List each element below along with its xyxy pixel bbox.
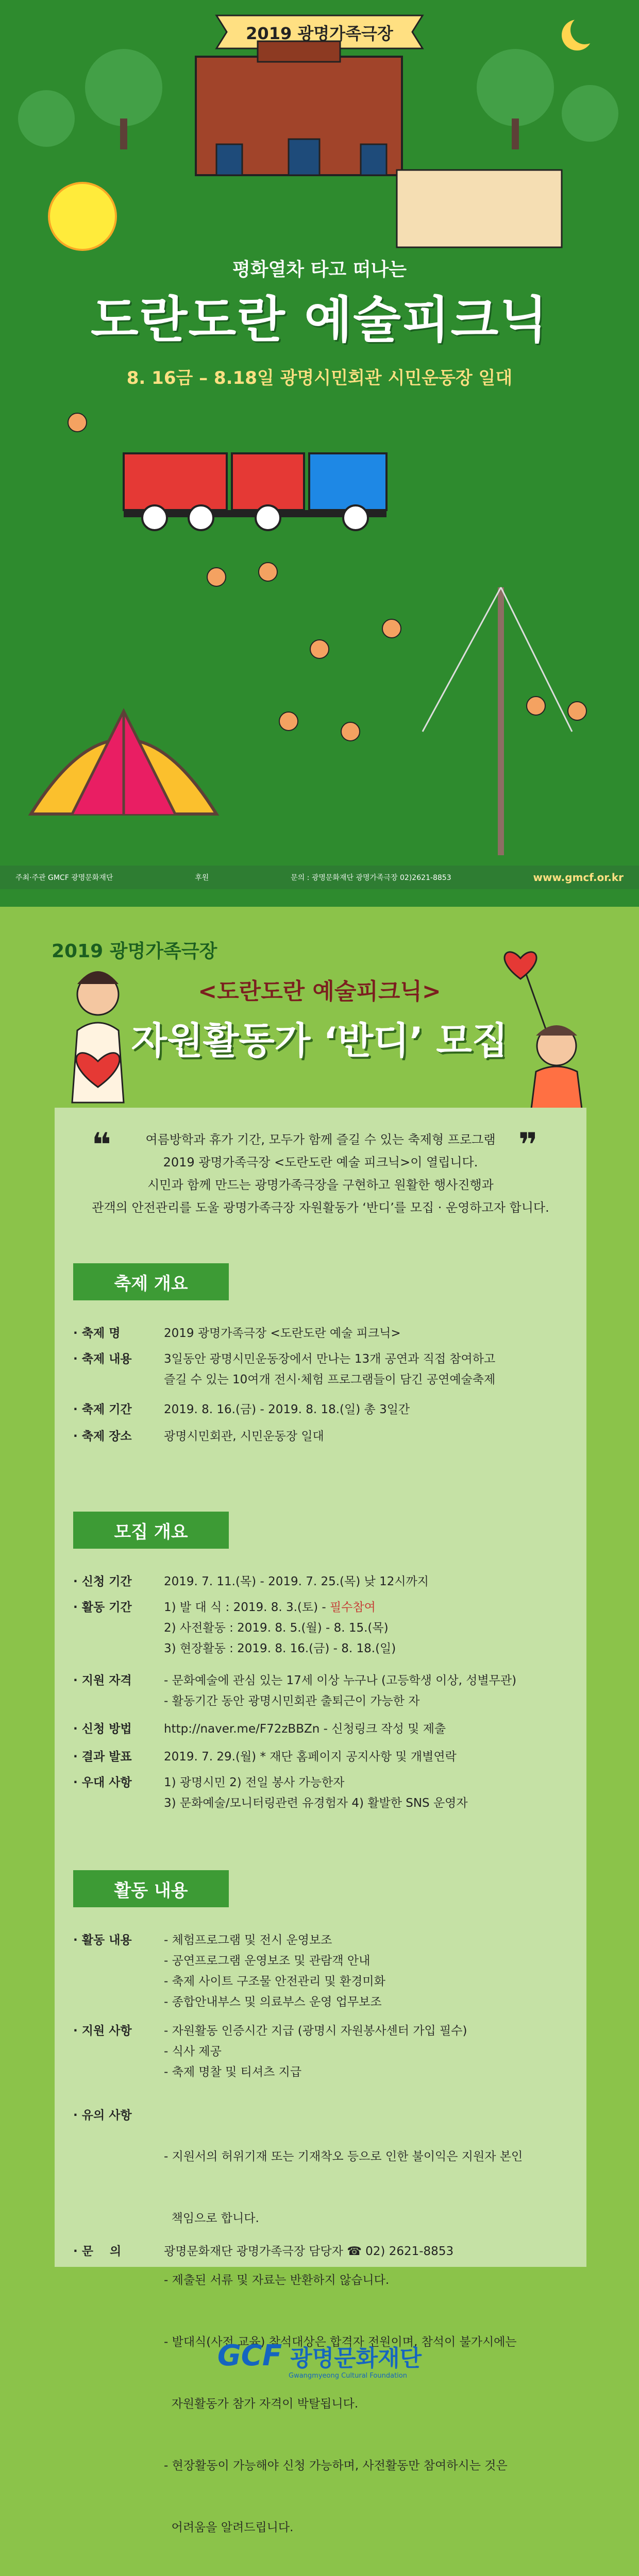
overview-row xyxy=(73,1399,568,1420)
row-key: · 축제 장소 xyxy=(73,1426,164,1447)
recruitment-row xyxy=(73,1747,568,1767)
row-value xyxy=(164,1670,568,1711)
row-value-line: - 종합안내부스 및 의료부스 운영 업무보조 xyxy=(164,1995,382,2009)
row-key: · 지원 사항 xyxy=(73,2021,164,2082)
poster-illustration xyxy=(0,0,639,907)
poster-organizer: 주최·주관 GMCF 광명문화재단 xyxy=(15,874,113,882)
activity-row xyxy=(73,2241,568,2262)
recruitment-row xyxy=(73,1719,568,1739)
row-key: · 유의 사항 xyxy=(73,2105,164,2576)
overview-row xyxy=(73,1323,568,1344)
application-link[interactable]: http://naver.me/F72zBBZn - 신청링크 작성 및 제출 xyxy=(164,1722,446,1736)
recruit-title: 자원활동가 ‘반디’ 모집 xyxy=(131,1019,508,1062)
row-value-line: 2) 사전활동 : 2019. 8. 5.(월) - 8. 15.(목) xyxy=(164,1621,389,1635)
row-value-line: - 문화예술에 관심 있는 17세 이상 누구나 (고등학생 이상, 성별무관) xyxy=(164,1674,517,1687)
climbing-pole xyxy=(498,587,504,855)
row-value: 2019 광명가족극장 <도란도란 예술 피크닉> xyxy=(164,1327,401,1340)
row-key: · 결과 발표 xyxy=(73,1747,164,1767)
balloon-illustration xyxy=(49,183,116,250)
row-value-line xyxy=(164,1597,568,1618)
row-value xyxy=(164,1597,568,1659)
row-value: 2019. 7. 11.(목) - 2019. 7. 25.(목) 낮 12시까지 xyxy=(164,1575,429,1588)
close-quote-icon: ❞ xyxy=(518,1126,538,1164)
row-key: · 축제 기간 xyxy=(73,1399,164,1420)
overview-row xyxy=(73,1426,568,1447)
activity-row xyxy=(73,1930,568,2012)
row-value xyxy=(164,1772,568,1814)
poster-subtitle: 평화열차 타고 떠나는 xyxy=(232,259,407,280)
poster-footer xyxy=(0,866,639,889)
row-value: 2019. 7. 29.(월) * 재단 홈페이지 공지사항 및 개별연락 xyxy=(164,1750,457,1764)
recruitment-heading: 모집 개요 xyxy=(73,1512,229,1549)
row-value-line: 책임으로 합니다. xyxy=(164,2212,259,2225)
row-key: · 우대 사항 xyxy=(73,1772,164,1814)
open-quote-icon: ❝ xyxy=(92,1126,111,1164)
row-value-line: 자원활동가 참가 자격이 박탈됩니다. xyxy=(164,2397,359,2411)
intro-line: 시민과 함께 만드는 광명가족극장을 구현하고 원활한 행사진행과 xyxy=(147,1178,494,1192)
row-key: · 지원 자격 xyxy=(73,1670,164,1711)
recruitment-row xyxy=(73,1597,568,1659)
required-note: 필수참여 xyxy=(330,1601,376,1614)
row-value-line: - 현장활동이 가능해야 신청 가능하며, 사전활동만 참여하시는 것은 xyxy=(164,2459,508,2472)
intro-line: 2019 광명가족극장 <도란도란 예술 피크닉>이 열립니다. xyxy=(163,1155,478,1170)
row-value-line: - 축제 사이트 구조물 안전관리 및 환경미화 xyxy=(164,1975,385,1988)
row-key: · 신청 방법 xyxy=(73,1719,164,1739)
poster-website-link[interactable]: www.gmcf.or.kr xyxy=(533,871,624,884)
poster-sponsor: 후원 xyxy=(195,874,209,882)
row-key: · 신청 기간 xyxy=(73,1571,164,1592)
row-value-line: - 제출된 서류 및 자료는 반환하지 않습니다. xyxy=(164,2274,390,2287)
row-value-line: 3) 문화예술/모니터링관련 유경험자 4) 활발한 SNS 운영자 xyxy=(164,1797,468,1810)
row-key: · 활동 기간 xyxy=(73,1597,164,1659)
tree xyxy=(477,49,554,126)
poster-date-venue: 8. 16금 – 8.18일 광명시민회관 시민운동장 일대 xyxy=(126,368,513,388)
row-value-line: - 발대식(사전 교육) 참석대상은 합격자 전원이며, 참석이 불가시에는 xyxy=(164,2335,517,2349)
row-value xyxy=(164,1930,568,2012)
intro-line: 여름방학과 휴가 기간, 모두가 함께 즐길 수 있는 축제형 프로그램 xyxy=(145,1132,496,1147)
stage-illustration xyxy=(397,170,562,247)
activity-row xyxy=(73,2021,568,2082)
row-value xyxy=(164,2021,568,2082)
poster-title: 도란도란 예술피크닉 xyxy=(90,291,549,349)
tree xyxy=(18,90,75,147)
train-engine xyxy=(124,453,227,510)
row-value-line: - 축제 명찰 및 티셔츠 지급 xyxy=(164,2065,302,2079)
tree xyxy=(85,49,162,126)
foundation-logo-english: Gwangmyeong Cultural Foundation xyxy=(289,2372,407,2380)
poster-banner-title: 2019 광명가족극장 xyxy=(246,24,393,43)
foundation-logo xyxy=(0,2339,639,2372)
recruitment-row xyxy=(73,1670,568,1711)
row-value: 광명시민회관, 시민운동장 일대 xyxy=(164,1430,324,1443)
intro-line: 관객의 안전관리를 도울 광명가족극장 자원활동가 ‘반디’를 모집 · 운영하고자 합니다. xyxy=(92,1200,549,1215)
row-value-line: 1) 광명시민 2) 전일 봉사 가능한자 xyxy=(164,1776,345,1789)
row-value-line: - 식사 제공 xyxy=(164,2045,222,2058)
recruitment-row xyxy=(73,1571,568,1592)
overview-heading: 축제 개요 xyxy=(73,1263,229,1300)
row-value-line: - 활동기간 동안 광명시민회관 출퇴근이 가능한 자 xyxy=(164,1694,420,1708)
row-key: · 축제 명 xyxy=(73,1323,164,1344)
recruit-subtitle: <도란도란 예술피크닉> xyxy=(198,978,441,1005)
row-value-line: 3일동안 광명시민운동장에서 만나는 13개 공연과 직접 참여하고 xyxy=(164,1352,496,1366)
row-value-line: - 체험프로그램 및 전시 운영보조 xyxy=(164,1934,332,1947)
intro-text xyxy=(55,1128,586,1219)
poster-contact: 문의 : 광명문화재단 광명가족극장 02)2621-8853 xyxy=(291,874,451,882)
row-value-line: 3) 현장활동 : 2019. 8. 16.(금) - 8. 18.(일) xyxy=(164,1642,396,1655)
recruitment-row xyxy=(73,1772,568,1814)
activity-heading: 활동 내용 xyxy=(73,1870,229,1907)
festival-poster xyxy=(0,0,639,907)
foundation-logo-mark: GCF xyxy=(217,2339,282,2372)
row-value-line: - 지원서의 허위기재 또는 기재착오 등으로 인한 불이익은 지원자 본인 xyxy=(164,2150,523,2163)
row-value-line: - 자원활동 인증시간 지급 (광명시 자원봉사센터 가입 필수) xyxy=(164,2024,467,2038)
recruit-year-label: 2019 광명가족극장 xyxy=(52,941,217,962)
recruit-header xyxy=(0,907,639,1113)
row-key: · 문 의 xyxy=(73,2241,164,2262)
tree xyxy=(562,85,618,142)
row-value: 2019. 8. 16.(금) - 2019. 8. 18.(일) 총 3일간 xyxy=(164,1403,410,1416)
activity-date: 1) 발 대 식 : 2019. 8. 3.(토) - xyxy=(164,1601,330,1614)
foundation-logo-name: 광명문화재단 xyxy=(290,2345,422,2371)
row-key: · 활동 내용 xyxy=(73,1930,164,2012)
row-value xyxy=(164,1349,568,1390)
row-value-line: 어려움을 알려드립니다. xyxy=(164,2521,294,2534)
row-value-line: - 공연프로그램 운영보조 및 관람객 안내 xyxy=(164,1954,371,1968)
row-value-line: 즐길 수 있는 10여개 전시·체험 프로그램들이 담긴 공연예술축제 xyxy=(164,1373,496,1386)
row-key: · 축제 내용 xyxy=(73,1349,164,1390)
overview-row xyxy=(73,1349,568,1390)
row-value: 광명문화재단 광명가족극장 담당자 ☎ 02) 2621-8853 xyxy=(164,2245,454,2258)
